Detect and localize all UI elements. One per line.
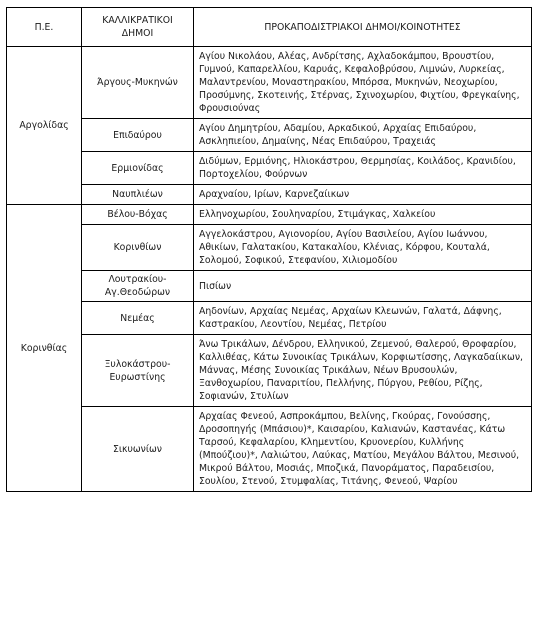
municipality-cell: Επιδαύρου bbox=[82, 119, 194, 152]
table-row bbox=[7, 119, 532, 152]
communities-cell: Αρχαίας Φενεού, Ασπροκάμπου, Βελίνης, Γκούρας, Γονούσσης, Δροσοπηγής (Μπάσιου)*, Καισαρίου, Καλιανών, Καστανέας, Κάτω Ταρσού, Κεφαλαρίου, Κλημεντίου, Κρυονερίου, Κυλλήνης (Μπούζιου)*, Λαλιώτου, Λαύκας, Ματίου, Μεγάλου Βάλτου, Μεσινού, Μικρού Βάλτου, Μοσιάς, Μποζικά, Πανοράματος, Παραδεισίου, Σουλίου, Στενού, Στυμφαλίας, Τιτάνης, Φενεού, Ψαρίου bbox=[194, 407, 532, 492]
table-row bbox=[7, 225, 532, 271]
header-prokapodistriakoi: ΠΡΟΚΑΠΟΔΙΣΤΡΙΑΚΟΙ ΔΗΜΟΙ/ΚΟΙΝΟΤΗΤΕΣ bbox=[194, 8, 532, 47]
communities-cell: Αγίου Δημητρίου, Αδαμίου, Αρκαδικού, Αρχαίας Επιδαύρου, Ασκληπιείου, Δημαίνης, Νέας Επιδαύρου, Τραχειάς bbox=[194, 119, 532, 152]
table-row bbox=[7, 205, 532, 225]
header-kallikratikoi: ΚΑΛΛΙΚΡΑΤΙΚΟΙ ΔΗΜΟΙ bbox=[82, 8, 194, 47]
table-row bbox=[7, 47, 532, 119]
communities-cell: Άνω Τρικάλων, Δένδρου, Ελληνικού, Ζεμενού, Θαλερού, Θροφαρίου, Καλλιθέας, Κάτω Συνοικίας Τρικάλων, Κορφιωτίσσης, Λαγκαδαίικων, Μάννας, Μέσης Συνοικίας Τρικάλων, Νέων Βρυσουλών, Ξανθοχωρίου, Παναριτίου, Πελλήνης, Πύργου, Ρεθίου, Ρίζης, Σοφιανών, Στυλίων bbox=[194, 335, 532, 407]
municipality-cell: Βέλου-Βόχας bbox=[82, 205, 194, 225]
communities-cell: Αγίου Νικολάου, Αλέας, Ανδρίτσης, Αχλαδοκάμπου, Βρουστίου, Γυμνού, Καπαρελλίου, Καρυάς, Κεφαλοβρύσου, Λιμνών, Λυρκείας, Μαλαντρενίου, Μοναστηρακίου, Μπόρσα, Μυκηνών, Νεοχωρίου, Προσύμνης, Σκοτεινής, Στέρνας, Σχινοχωρίου, Φιχτίου, Φρεγκαίνης, Φρουσιούνας bbox=[194, 47, 532, 119]
region-cell-argolida: Αργολίδας bbox=[7, 47, 82, 205]
municipality-cell: Ναυπλιέων bbox=[82, 185, 194, 205]
municipalities-table bbox=[6, 7, 532, 492]
municipality-cell: Ξυλοκάστρου-Ευρωστίνης bbox=[82, 335, 194, 407]
header-pe: Π.Ε. bbox=[7, 8, 82, 47]
table-row bbox=[7, 152, 532, 185]
municipality-cell: Ερμιονίδας bbox=[82, 152, 194, 185]
municipality-cell: Λουτρακίου-Αγ.Θεοδώρων bbox=[82, 271, 194, 302]
table-row bbox=[7, 271, 532, 302]
municipality-cell: Άργους-Μυκηνών bbox=[82, 47, 194, 119]
header-row bbox=[7, 8, 532, 47]
communities-cell: Αραχναίου, Ιρίων, Καρνεζαίικων bbox=[194, 185, 532, 205]
communities-cell: Πισίων bbox=[194, 271, 532, 302]
region-cell-korinthia: Κορινθίας bbox=[7, 205, 82, 492]
municipality-cell: Σικυωνίων bbox=[82, 407, 194, 492]
communities-cell: Διδύμων, Ερμιόνης, Ηλιοκάστρου, Θερμησίας, Κοιλάδος, Κρανιδίου, Πορτοχελίου, Φούρνων bbox=[194, 152, 532, 185]
municipality-cell: Νεμέας bbox=[82, 302, 194, 335]
table-row bbox=[7, 185, 532, 205]
table-row bbox=[7, 335, 532, 407]
communities-cell: Αγγελοκάστρου, Αγιονορίου, Αγίου Βασιλείου, Αγίου Ιωάννου, Αθικίων, Γαλατακίου, Κατακαλίου, Κλένιας, Κόρφου, Κουταλά, Σολομού, Σοφικού, Στεφανίου, Χιλιομοδίου bbox=[194, 225, 532, 271]
table-row bbox=[7, 407, 532, 492]
municipality-cell: Κορινθίων bbox=[82, 225, 194, 271]
table-row bbox=[7, 302, 532, 335]
communities-cell: Αηδονίων, Αρχαίας Νεμέας, Αρχαίων Κλεωνών, Γαλατά, Δάφνης, Καστρακίου, Λεοντίου, Νεμέας, Πετρίου bbox=[194, 302, 532, 335]
communities-cell: Ελληνοχωρίου, Σουληναρίου, Στιμάγκας, Χαλκείου bbox=[194, 205, 532, 225]
